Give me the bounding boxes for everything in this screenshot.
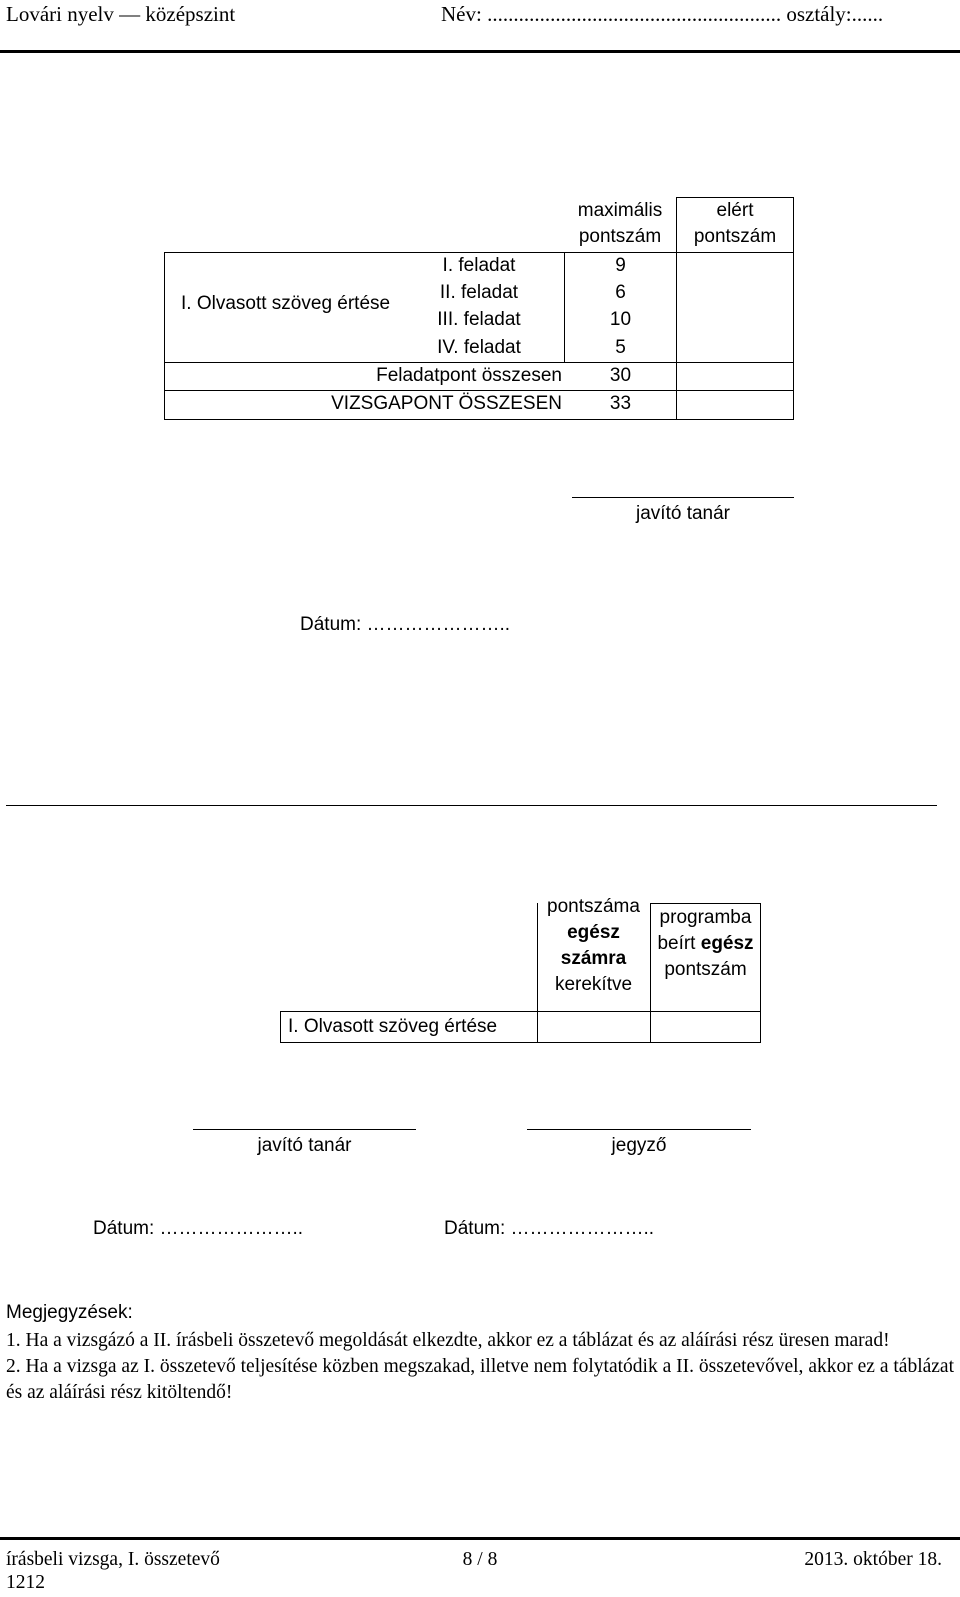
- footer-code: 1212: [6, 1572, 45, 1593]
- task-label: II. feladat: [439, 282, 519, 303]
- task-label: III. feladat: [437, 309, 521, 330]
- signature-role: javító tanár: [636, 503, 730, 524]
- date-line-left: Dátum: …………………..: [93, 1218, 304, 1239]
- col-got-label-2: pontszám: [693, 226, 777, 247]
- header-left: Lovári nyelv — középszint: [6, 2, 236, 26]
- signature-line-left: [193, 1129, 416, 1130]
- signature-role-left: javító tanár: [257, 1135, 352, 1156]
- header-rule: [0, 50, 960, 53]
- date-line: Dátum: …………………..: [300, 614, 511, 635]
- footer-page-number: 8 / 8: [462, 1549, 498, 1570]
- signature-role-right: jegyző: [611, 1135, 667, 1156]
- subtotal-label: Feladatpont összesen: [376, 365, 562, 386]
- note-item: 2. Ha a vizsga az I. összetevő teljesítése közben megszakad, illetve nem folytatódik a II. összetevővel, akkor ez a táblázat és az aláírási rész kitöltendő!: [6, 1356, 954, 1403]
- col-max-label-2: pontszám: [578, 226, 662, 247]
- notes-title: Megjegyzések:: [6, 1302, 133, 1323]
- col1-label-2: egész: [567, 922, 620, 943]
- date-line-right: Dátum: …………………..: [444, 1218, 655, 1239]
- col1-label-3: számra: [560, 948, 627, 969]
- footer-date: 2013. október 18.: [804, 1549, 942, 1570]
- footer-rule: [0, 1537, 960, 1540]
- col2-label-2b: egész: [700, 933, 754, 954]
- task-label: I. feladat: [442, 255, 516, 276]
- row-label: I. Olvasott szöveg értése: [288, 1016, 498, 1037]
- col2-label-1: programba: [659, 907, 752, 928]
- task-max: 10: [609, 309, 632, 330]
- col2-label-2a: beírt: [657, 933, 701, 954]
- col-max-label-1: maximális: [577, 200, 663, 221]
- header-right: Név: ........................................................ osztály:......: [441, 2, 884, 26]
- signature-line: [572, 497, 794, 498]
- task-max: 9: [615, 255, 626, 276]
- subtotal-max: 30: [609, 365, 632, 386]
- col1-label-1: pontszáma: [547, 896, 640, 917]
- task-max: 5: [615, 337, 626, 358]
- col2-label-3: pontszám: [664, 959, 747, 980]
- col-got-label-1: elért: [716, 200, 754, 221]
- rounded-score-table: [280, 896, 760, 1043]
- total-max: 33: [609, 393, 632, 414]
- footer-left: írásbeli vizsga, I. összetevő: [6, 1549, 220, 1570]
- task-max: 6: [615, 282, 626, 303]
- col1-label-4: kerekítve: [554, 974, 633, 995]
- note-item: 1. Ha a vizsgázó a II. írásbeli összetevő megoldását elkezdte, akkor ez a táblázat és az aláírási rész üresen marad!: [6, 1330, 890, 1351]
- signature-line-right: [527, 1129, 751, 1130]
- separator-rule: [6, 805, 937, 806]
- notes: [6, 1300, 954, 1406]
- score-table: [164, 197, 794, 420]
- section-label: I. Olvasott szöveg értése: [181, 293, 391, 314]
- task-label: IV. feladat: [437, 337, 521, 358]
- total-label: VIZSGAPONT ÖSSZESEN: [331, 393, 562, 414]
